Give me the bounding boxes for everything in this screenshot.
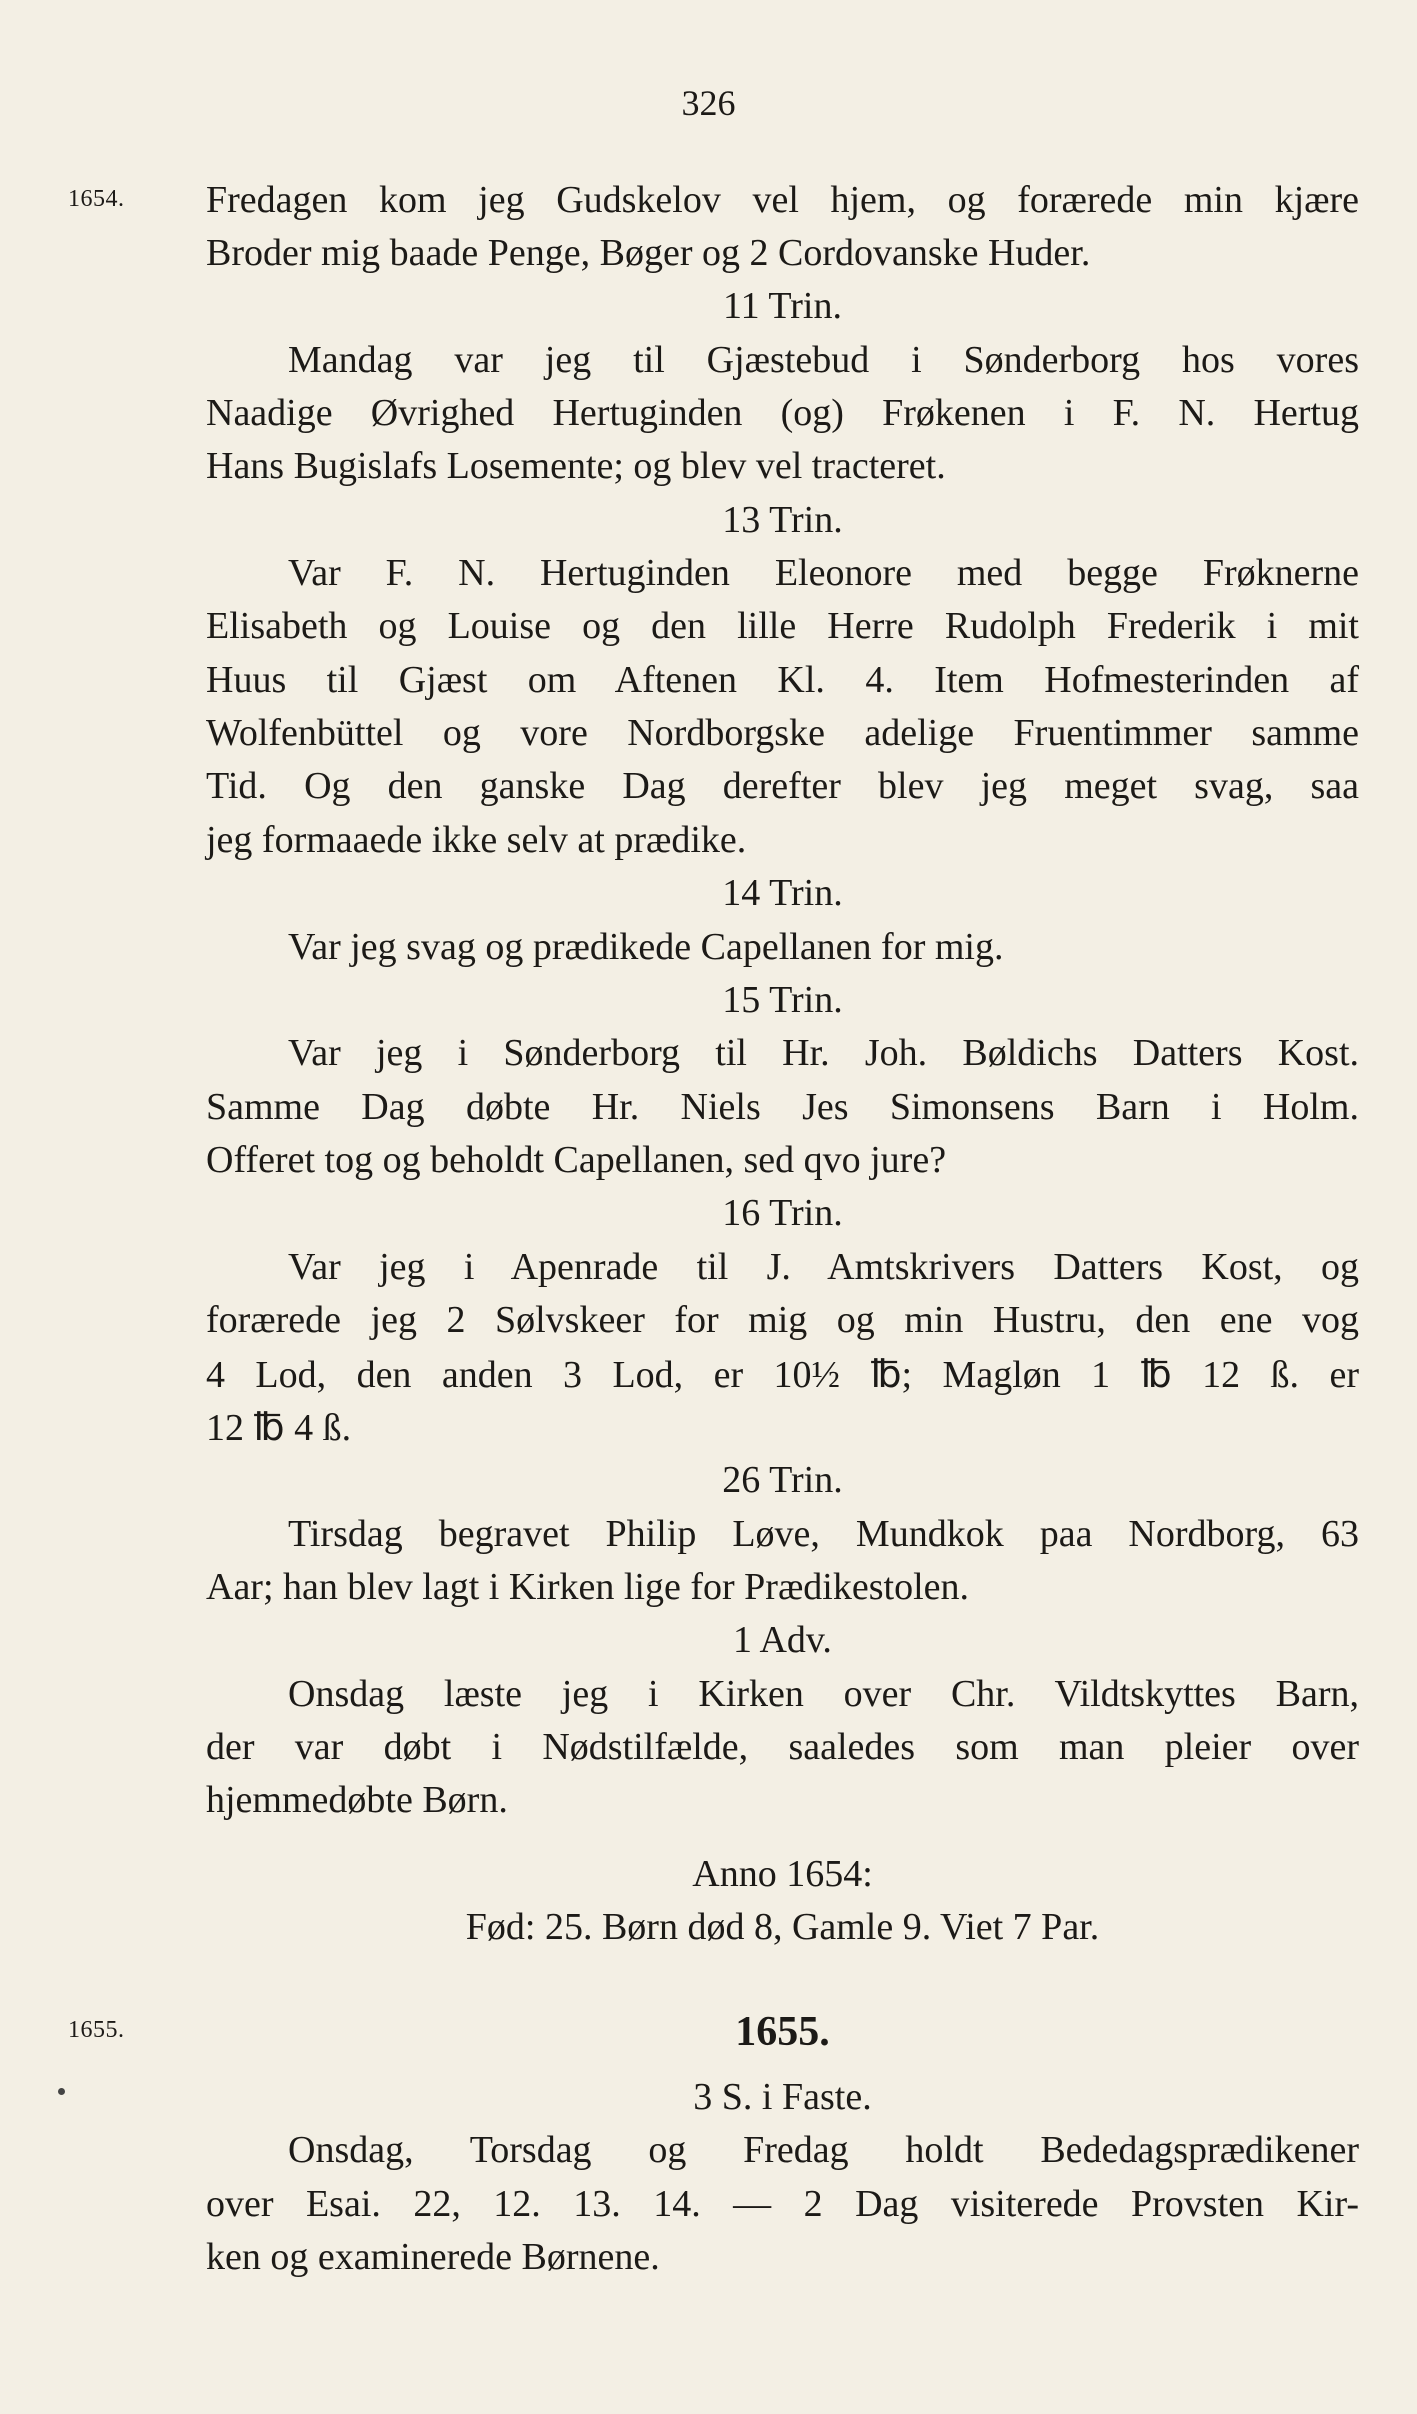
text-line: Hans Bugislafs Losemente; og blev vel tracteret.: [206, 445, 946, 487]
section-heading: 13 Trin.: [722, 499, 843, 541]
text-line: over Esai. 22, 12. 13. 14. — 2 Dag visiterede Provsten Kir-: [206, 2183, 1359, 2225]
text-line: Mandag var jeg til Gjæstebud i Sønderborg hos vores: [288, 339, 1359, 381]
section-heading: 11 Trin.: [723, 285, 842, 327]
text-line: Wolfenbüttel og vore Nordborgske adelige Fruentimmer samme: [206, 712, 1359, 754]
margin-dot: [58, 2088, 65, 2095]
text-line: Onsdag læste jeg i Kirken over Chr. Vildtskyttes Barn,: [288, 1673, 1359, 1715]
text-line: 12 ℔ 4 ß.: [206, 1407, 352, 1449]
margin-year-1655: 1655.: [68, 2017, 125, 2043]
text-line: forærede jeg 2 Sølvskeer for mig og min Hustru, den ene vog: [206, 1299, 1359, 1341]
text-line: Aar; han blev lagt i Kirken lige for Prædikestolen.: [206, 1566, 969, 1608]
text-line: 4 Lod, den anden 3 Lod, er 10½ ℔; Magløn 1 ℔ 12 ß. er: [206, 1354, 1359, 1396]
page-number: 326: [681, 83, 736, 123]
text-line: Broder mig baade Penge, Bøger og 2 Cordovanske Huder.: [206, 232, 1091, 274]
year-summary-title: Anno 1654:: [692, 1853, 873, 1895]
text-line: Onsdag, Torsdag og Fredag holdt Bededagsprædikener: [288, 2129, 1359, 2171]
text-line: ken og examinerede Børnene.: [206, 2236, 660, 2278]
text-line: Tid. Og den ganske Dag derefter blev jeg meget svag, saa: [206, 765, 1359, 807]
year-summary: Fød: 25. Børn død 8, Gamle 9. Viet 7 Par.: [465, 1906, 1100, 1948]
text-line: Var jeg i Apenrade til J. Amtskrivers Datters Kost, og: [288, 1246, 1359, 1288]
text-line: der var døbt i Nødstilfælde, saaledes som man pleier over: [206, 1726, 1359, 1768]
text-line: Var jeg i Sønderborg til Hr. Joh. Bøldichs Datters Kost.: [288, 1032, 1359, 1074]
text-line: Samme Dag døbte Hr. Niels Jes Simonsens Barn i Holm.: [206, 1086, 1359, 1128]
year-heading: 1655.: [735, 2009, 830, 2055]
text-line: Var F. N. Hertuginden Eleonore med begge Frøknerne: [288, 552, 1359, 594]
section-heading: 3 S. i Faste.: [693, 2076, 872, 2118]
text-line: Fredagen kom jeg Gudskelov vel hjem, og forærede min kjære: [206, 179, 1359, 221]
text-line: Var jeg svag og prædikede Capellanen for mig.: [288, 926, 1004, 968]
text-line: Huus til Gjæst om Aftenen Kl. 4. Item Hofmesterinden af: [206, 659, 1359, 701]
text-line: Naadige Øvrighed Hertuginden (og) Frøkenen i F. N. Hertug: [206, 392, 1359, 434]
section-heading: 15 Trin.: [722, 979, 843, 1021]
section-heading: 1 Adv.: [733, 1619, 832, 1661]
section-heading: 14 Trin.: [722, 872, 843, 914]
section-heading: 26 Trin.: [722, 1459, 843, 1501]
text-line: Offeret tog og beholdt Capellanen, sed qvo jure?: [206, 1139, 947, 1181]
text-line: jeg formaaede ikke selv at prædike.: [206, 819, 747, 861]
margin-year-1654: 1654.: [68, 186, 125, 212]
text-line: hjemmedøbte Børn.: [206, 1779, 508, 1821]
text-line: Tirsdag begravet Philip Løve, Mundkok paa Nordborg, 63: [288, 1513, 1359, 1555]
section-heading: 16 Trin.: [722, 1192, 843, 1234]
text-line: Elisabeth og Louise og den lille Herre Rudolph Frederik i mit: [206, 605, 1359, 647]
